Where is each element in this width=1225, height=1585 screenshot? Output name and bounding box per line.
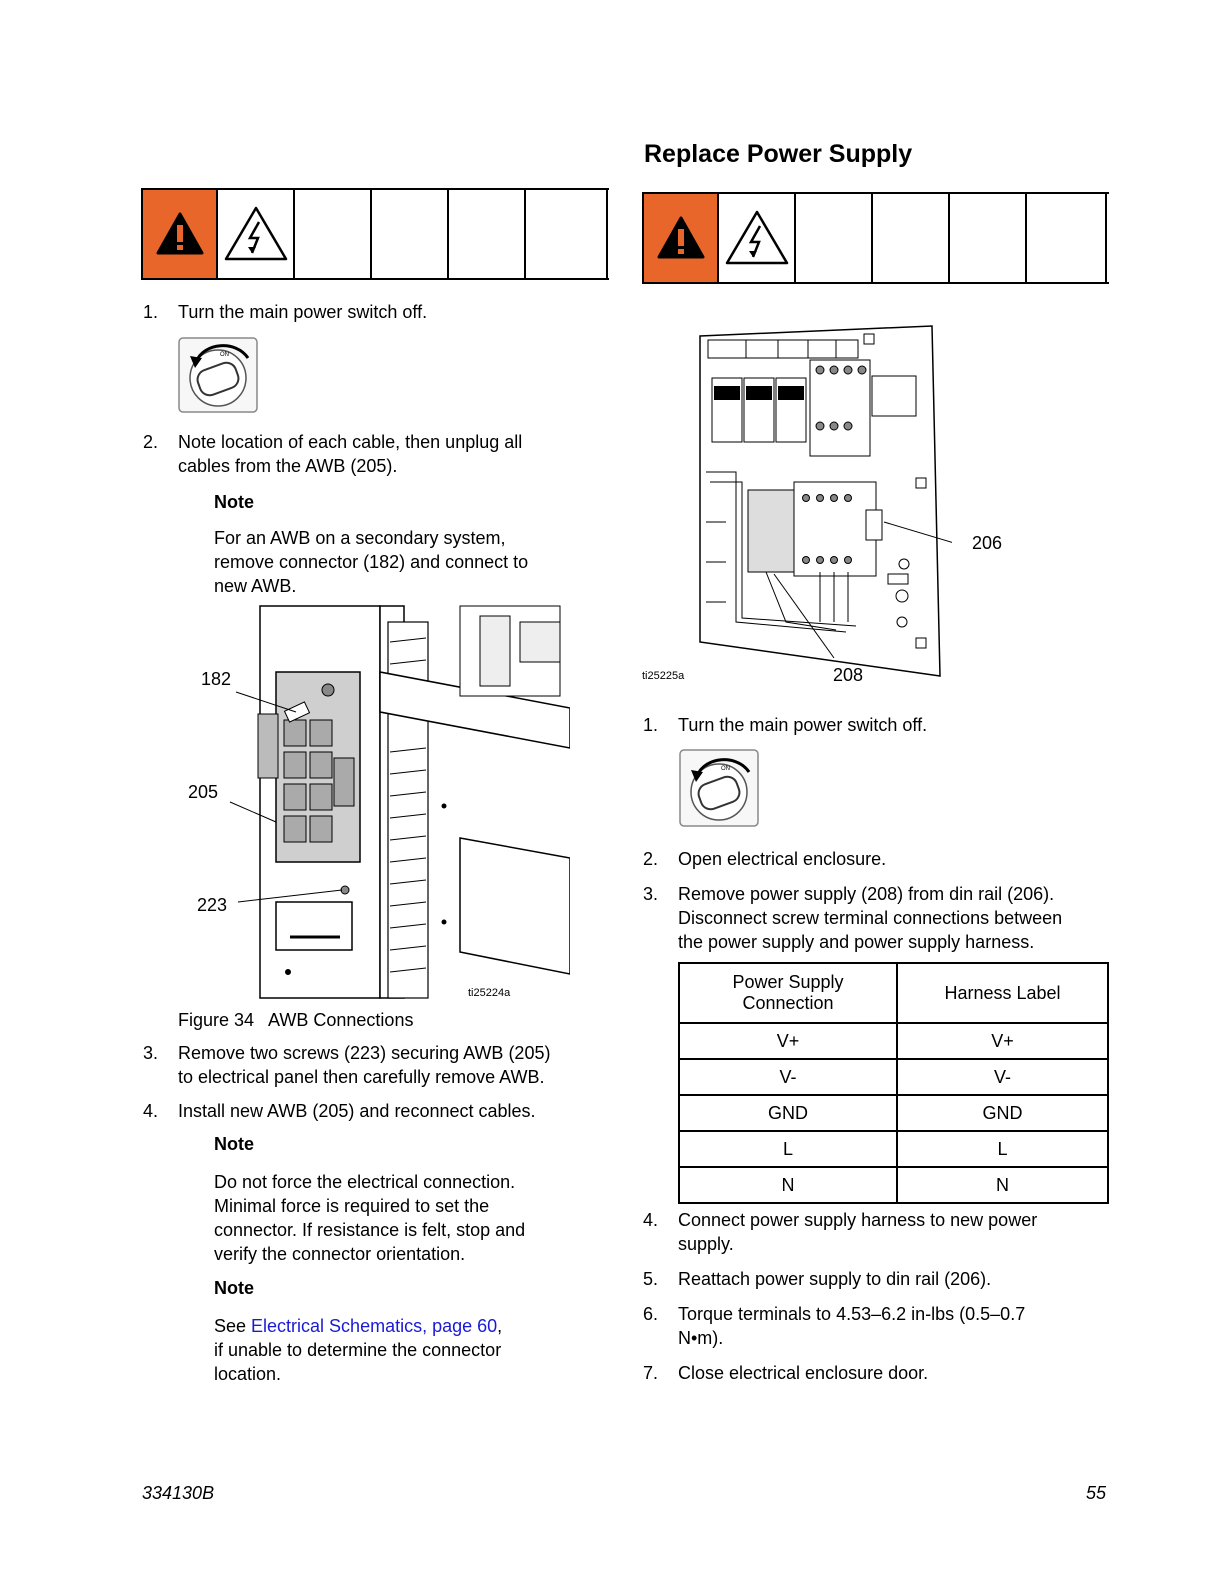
- electric-shock-cell: [218, 190, 295, 278]
- step-text-line-1: Remove power supply (208) from din rail (206).: [678, 884, 1055, 904]
- note-line: Do not force the electrical connection.: [214, 1172, 516, 1192]
- note-line: location.: [214, 1364, 282, 1384]
- step-text-line-1: Torque terminals to 4.53–6.2 in-lbs (0.5–0.7: [678, 1304, 1026, 1324]
- step-text-line-2: to electrical panel then carefully remove AWB.: [178, 1067, 545, 1087]
- step-text: Open electrical enclosure.: [678, 849, 887, 869]
- step-number: 1.: [643, 715, 659, 735]
- step-text-line-2: Disconnect screw terminal connections between: [678, 908, 1063, 928]
- power-supply-figure: [696, 322, 952, 680]
- right-step-7: [643, 1361, 1113, 1385]
- note-text: ,: [497, 1316, 503, 1336]
- step-number: 2.: [643, 849, 659, 869]
- table-row: [679, 1131, 1108, 1167]
- note-heading: Note: [214, 1134, 254, 1154]
- switch-on-label: ON: [721, 766, 730, 772]
- electric-shock-icon: [724, 209, 790, 267]
- table-row: [679, 1167, 1108, 1203]
- step-text-line-1: Note location of each cable, then unplug all: [178, 432, 523, 452]
- note-body: [214, 1314, 594, 1386]
- note-body: [214, 1170, 594, 1266]
- right-step-1: [643, 713, 1113, 737]
- right-step-3: [643, 882, 1113, 954]
- empty-symbol-cell: [295, 190, 372, 278]
- warning-cell: [642, 194, 719, 282]
- empty-symbol-cell: [950, 194, 1027, 282]
- note-heading: Note: [214, 492, 254, 512]
- note-line: if unable to determine the connector: [214, 1340, 502, 1360]
- note-line: For an AWB on a secondary system,: [214, 528, 506, 548]
- step-number: 6.: [643, 1304, 659, 1324]
- step-number: 4.: [143, 1101, 159, 1121]
- step-text: Close electrical enclosure door.: [678, 1363, 929, 1383]
- step-number: 2.: [143, 432, 159, 452]
- table-row: [679, 1059, 1108, 1095]
- empty-symbol-cell: [449, 190, 526, 278]
- step-text-line-2: cables from the AWB (205).: [178, 456, 398, 476]
- step-number: 1.: [143, 302, 159, 322]
- power-supply-connection-table: [678, 962, 1109, 1204]
- power-switch-icon: [677, 746, 761, 828]
- callout-223: 223: [197, 895, 228, 915]
- table-cell: N: [679, 1167, 897, 1203]
- step-text-line-2: supply.: [678, 1234, 734, 1254]
- switch-on-label: ON: [220, 352, 229, 358]
- empty-symbol-cell: [526, 190, 608, 278]
- warning-symbol-bar-right: [642, 192, 1109, 284]
- left-step-2: [143, 430, 613, 478]
- table-header-row: [679, 963, 1108, 1023]
- column-header-harness-label: Harness Label: [897, 963, 1108, 1023]
- right-step-2: [643, 847, 1113, 871]
- awb-connections-figure: [180, 602, 570, 1004]
- table-cell: N: [897, 1167, 1108, 1203]
- step-text-line-1: Remove two screws (223) securing AWB (205): [178, 1043, 551, 1063]
- step-text-line-2: N•m).: [678, 1328, 724, 1348]
- table-cell: V+: [897, 1023, 1108, 1059]
- figure-caption: Figure 34 AWB Connections: [178, 1010, 414, 1030]
- note-heading: Note: [214, 1278, 254, 1298]
- table-cell: L: [897, 1131, 1108, 1167]
- electrical-schematics-link[interactable]: Electrical Schematics, page 60: [251, 1316, 498, 1336]
- note-text: See: [214, 1316, 252, 1336]
- note-line: remove connector (182) and connect to: [214, 552, 529, 572]
- note-line-with-link: [214, 1314, 594, 1338]
- column-header-power-supply-connection: Power Supply Connection: [679, 963, 897, 1023]
- note-line: Minimal force is required to set the: [214, 1196, 490, 1216]
- step-text-line-3: the power supply and power supply harness.: [678, 932, 1035, 952]
- step-text-line-1: Connect power supply harness to new power: [678, 1210, 1038, 1230]
- step-text: Turn the main power switch off.: [678, 715, 928, 735]
- warning-triangle-icon: [155, 211, 205, 257]
- left-step-1: [143, 300, 613, 324]
- empty-symbol-cell: [796, 194, 873, 282]
- section-title: Replace Power Supply: [644, 140, 913, 168]
- note-line: new AWB.: [214, 576, 297, 596]
- right-step-4: [643, 1208, 1113, 1256]
- table-cell: V+: [679, 1023, 897, 1059]
- callout-206: 206: [972, 533, 1003, 553]
- table-cell: V-: [897, 1059, 1108, 1095]
- document-number: 334130B: [142, 1483, 215, 1503]
- table-cell: GND: [897, 1095, 1108, 1131]
- step-number: 3.: [643, 884, 659, 904]
- warning-cell: [141, 190, 218, 278]
- note-line: connector. If resistance is felt, stop and: [214, 1220, 526, 1240]
- right-step-6: [643, 1302, 1113, 1350]
- warning-triangle-icon: [656, 215, 706, 261]
- table-row: [679, 1095, 1108, 1131]
- step-text: Reattach power supply to din rail (206).: [678, 1269, 992, 1289]
- table-cell: V-: [679, 1059, 897, 1095]
- figure-id: ti25224a: [468, 987, 511, 999]
- callout-208: 208: [833, 665, 864, 685]
- step-number: 7.: [643, 1363, 659, 1383]
- table-row: [679, 1023, 1108, 1059]
- callout-182: 182: [201, 669, 232, 689]
- right-step-5: [643, 1267, 1113, 1291]
- empty-symbol-cell: [873, 194, 950, 282]
- note-line: verify the connector orientation.: [214, 1244, 466, 1264]
- left-step-3: [143, 1041, 613, 1089]
- step-number: 5.: [643, 1269, 659, 1289]
- step-text: Install new AWB (205) and reconnect cables.: [178, 1101, 536, 1121]
- empty-symbol-cell: [1027, 194, 1107, 282]
- step-number: 4.: [643, 1210, 659, 1230]
- callout-205: 205: [188, 782, 219, 802]
- table-cell: GND: [679, 1095, 897, 1131]
- warning-symbol-bar-left: [141, 188, 609, 280]
- left-step-4: [143, 1099, 613, 1123]
- figure-id: ti25225a: [642, 670, 685, 682]
- step-number: 3.: [143, 1043, 159, 1063]
- electric-shock-cell: [719, 194, 796, 282]
- table-cell: L: [679, 1131, 897, 1167]
- power-switch-icon: [176, 334, 260, 414]
- page-number: 55: [1086, 1483, 1107, 1503]
- electric-shock-icon: [223, 205, 289, 263]
- empty-symbol-cell: [372, 190, 449, 278]
- note-body: [214, 526, 594, 598]
- step-text: Turn the main power switch off.: [178, 302, 428, 322]
